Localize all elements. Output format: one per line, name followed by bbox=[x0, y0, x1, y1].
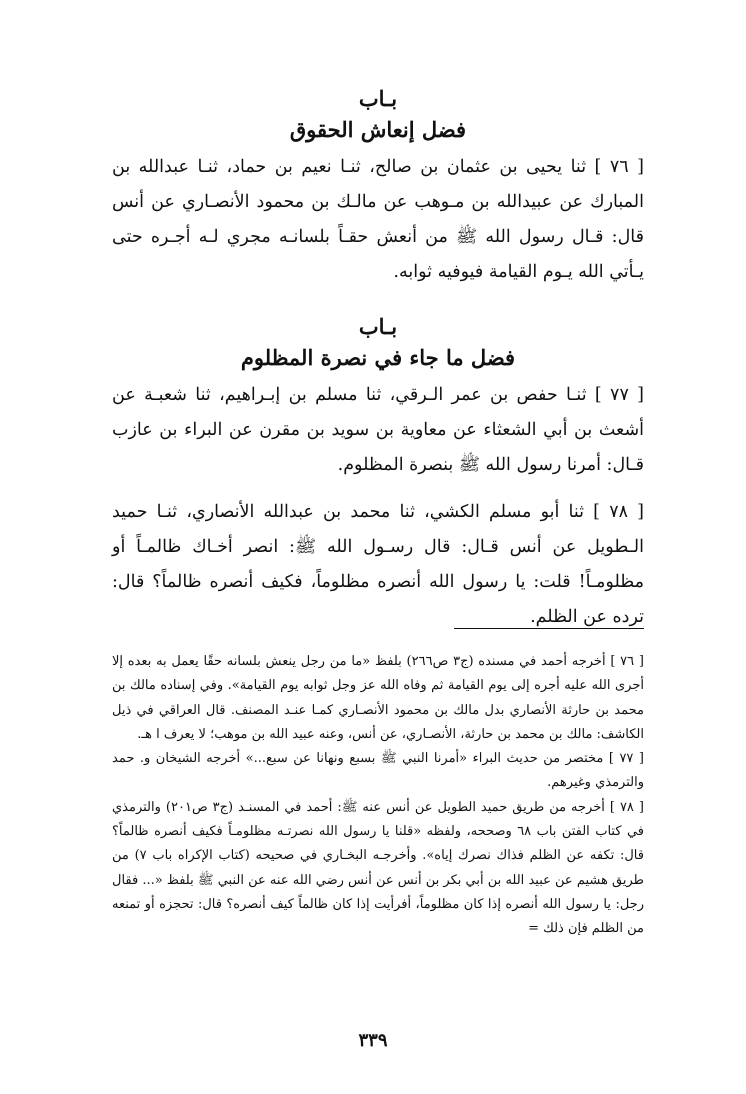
hadith-paragraph: [ ٧٨ ] ثنا أبو مسلم الكشي، ثنا محمد بن عبدالله الأنصاري، ثنـا حميد الـطويل عن أنس قـال: قال رسـول الله ﷺ: انصر أخـاك ظالمـاً أو مظلومـاً! قلت: يا رسول الله أنصره مظلوماً، فكيف أنصره ظالماً؟ قال: ترده عن الظلم. bbox=[112, 502, 644, 627]
footnote: [ ٧٧ ] مختصر من حديث البراء «أمرنا النبي ﷺ بسبع ونهانا عن سبع...» أخرجه الشيخان و. حمد والترمذي وغيرهم. bbox=[112, 751, 644, 791]
chapter-heading: بـاب bbox=[358, 86, 398, 111]
footnote: [ ٧٦ ] أخرجه أحمد في مسنده (ج٣ ص٢٦٦) بلفظ «ما من رجل ينعش بلسانه حقًا يعمل به بعده إلا أجرى الله عليه أجره إلى يوم القيامة ثم وفاه الله عز وجل ثوابه يوم القيامة». وفي إسناده مالك بن محمد بن حارثة الأنصاري بدل مالك بن محمود الأنصـاري كمـا عنـد المصنف. قال العراقي في ذيل الكاشف: مالك بن محمد بن حارثة، الأنصـاري، عن أنس، وعنه عبيد الله بن موهب؛ لا يعرف ا هـ. bbox=[112, 654, 644, 742]
hadith-paragraph: [ ٧٦ ] ثنا يحيى بن عثمان بن صالح، ثنـا نعيم بن حماد، ثنـا عبدالله بن المبارك عن عبيدالله بن مـوهب عن مالـك بن محمود الأنصـاري عن أنس قال: قـال رسول الله ﷺ من أنعش حقـاً بلسانـه مجري لـه أجـره حتى يـأتي الله يـوم القيامة فيوفيه ثوابه. bbox=[112, 157, 645, 282]
footnote-divider bbox=[454, 628, 644, 629]
section-title: فضل ما جاء في نصرة المظلوم bbox=[240, 345, 516, 370]
main-text bbox=[112, 84, 644, 635]
page-number: ٣٣٩ bbox=[358, 1030, 388, 1051]
footnotes bbox=[112, 650, 644, 942]
footnote: [ ٧٨ ] أخرجه من طريق حميد الطويل عن أنس عنه ﷺ: أحمد في المسنـد (ج٣ ص٢٠١) والترمذي في كتاب الفتن باب ٦٨ وصححه، ولفظه «قلنا يا رسول الله نصرتـه مظلومـاً فكيف أنصره ظالماً؟ قال: تكفه عن الظلم فذاك نصرك إياه». وأخرجـه البخـاري في صحيحه (كتاب الإكراه باب ٧) من طريق هشيم عن عبيد الله بن أبي بكر بن أنس عن أنس رضي الله عنه عن النبي ﷺ بلفظ «... فقال رجل: يا رسول الله أنصره إذا كان مظلوماً، أفرأيت إذا كان ظالماً كيف أنصره؟ قال: تحجزه أو تمنعه من الظلم فإن ذلك = bbox=[112, 799, 644, 937]
section-title: فضل إنعاش الحقوق bbox=[289, 117, 467, 142]
chapter-heading: بـاب bbox=[358, 314, 398, 339]
hadith-paragraph: [ ٧٧ ] ثنـا حفص بن عمر الـرقي، ثنا مسلم بن إبـراهيم، ثنا شعبـة عن أشعث بن أبي الشعثاء عن معاوية بن سويد بن مقرن عن البراء بن عازب قـال: أمرنا رسول الله ﷺ بنصرة المظلوم. bbox=[112, 385, 645, 475]
